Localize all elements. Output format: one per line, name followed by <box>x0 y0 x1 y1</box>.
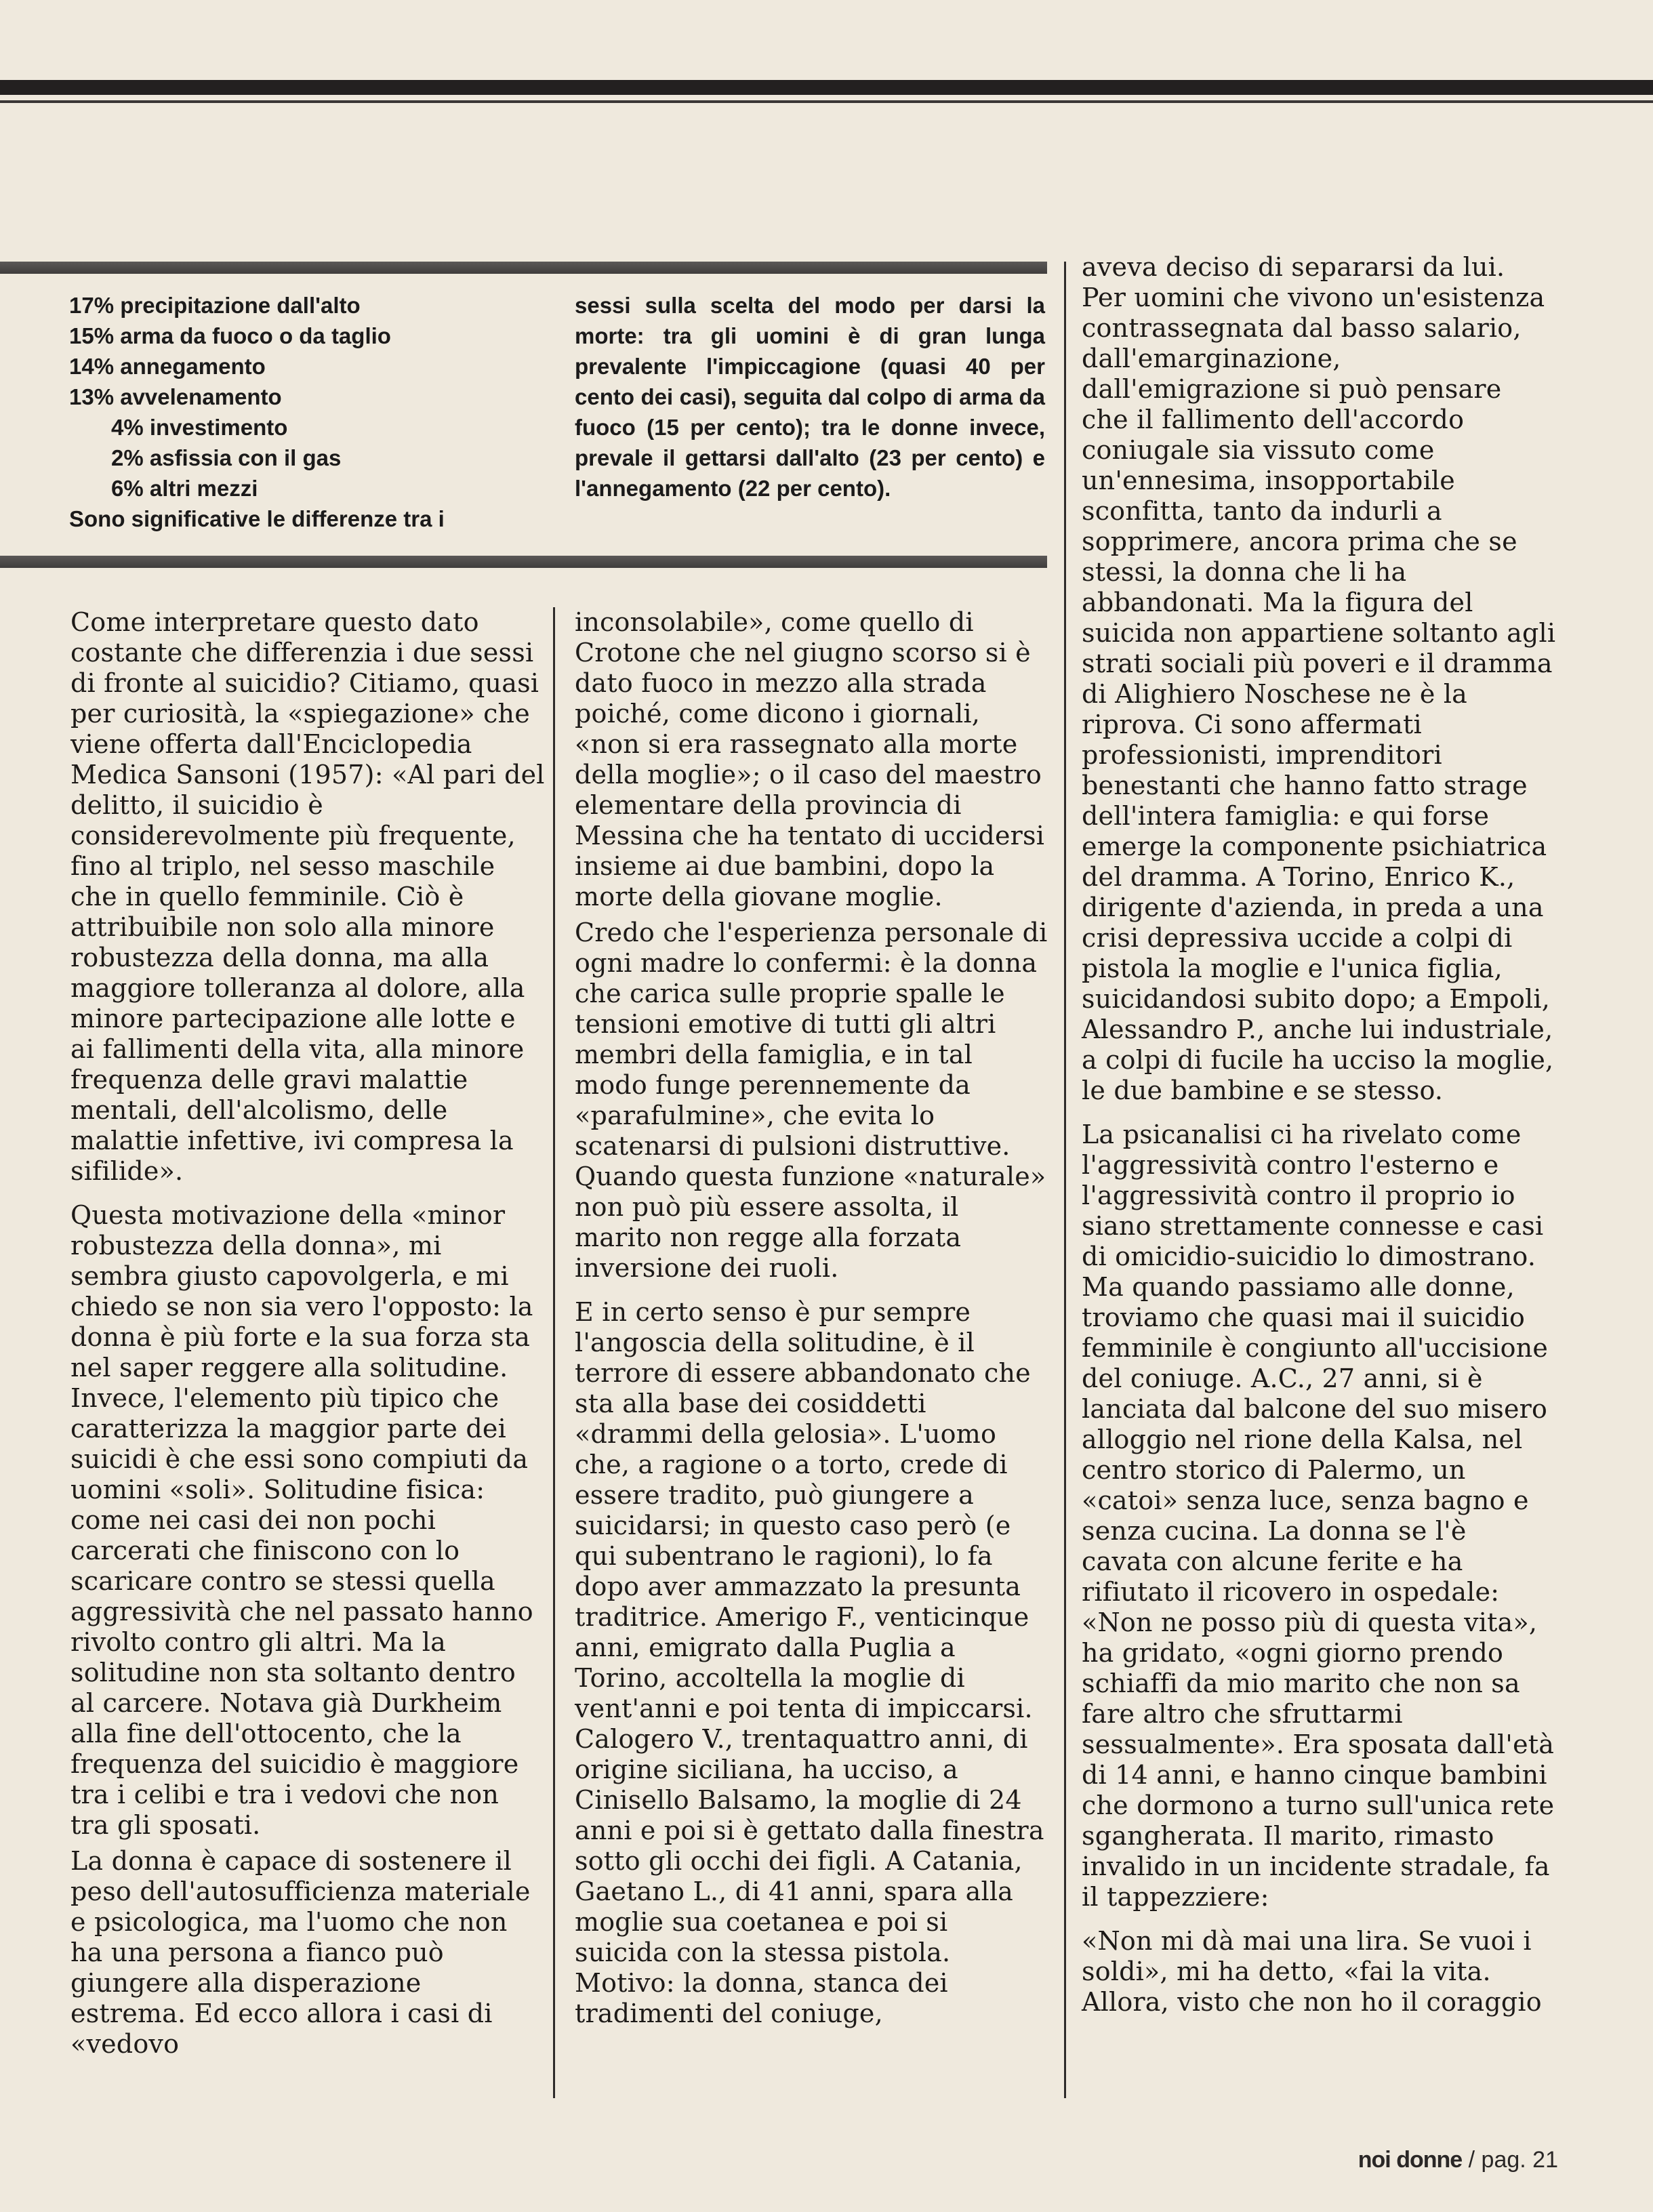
paragraph: La donna è capace di sostenere il peso dell'autosufficienza materiale e psicologica, ma l'uomo che non ha una persona a fianco può giungere alla disperazione estrema. Ed ecco allora i casi di «vedovo <box>70 1846 531 2059</box>
stats-paragraph: sessi sulla scelta del modo per darsi la morte: tra gli uomini è di gran lunga prevalente l'impiccagione (quasi 40 per cento dei casi), seguita dal colpo di arma da fuoco (15 per cento); tra le donne invece, prevale il gettarsi dall'alto (23 per cento) e l'annegamento (22 per cento). <box>575 293 1045 501</box>
paragraph: Questa motivazione della «minor robustezza della donna», mi sembra giusto capovolgerla, e mi chiedo se non sia vero l'opposto: la donna è più forte e la sua forza sta nel saper reggere alla solitudine. Invece, l'elemento più tipico che caratterizza la maggior parte dei suicidi è che essi sono compiuti da uomini «soli». Solitudine fisica: come nei casi dei non pochi carcerati che finiscono con lo scaricare contro se stessi quella aggressività che nel passato hanno rivolto contro gli altri. Ma la solitudine non sta soltanto dentro al carcere. Notava già Durkheim alla fine dell'ottocento, che la frequenza del suicidio è maggiore tra i celibi e tra i vedovi che non tra gli sposati. <box>70 1200 533 1840</box>
paragraph: aveva deciso di separarsi da lui. Per uomini che vivono un'esistenza contrassegnata dal basso salario, dall'emarginazione, dall'emigrazione si può pensare che il fallimento dell'accordo coniugale sia vissuto come un'ennesima, insopportabile sconfitta, tanto da indurli a sopprimere, ancora prima che se stessi, la donna che li ha abbandonati. Ma la figura del suicida non appartiene soltanto agli strati sociali più poveri e il dramma di Alighiero Noschese ne è la riprova. Ci sono affermati professionisti, imprenditori benestanti che hanno fatto strage dell'intera famiglia: e qui forse emerge la componente psichiatrica del dramma. A Torino, Enrico K., dirigente d'azienda, in preda a una crisi depressiva uccide a colpi di pistola la moglie e l'unica figlia, suicidandosi subito dopo; a Empoli, Alessandro P., anche lui industriale, a colpi di fucile ha ucciso la moglie, le due bambine e se stesso. <box>1082 252 1556 1105</box>
article-column-3 <box>1082 252 1556 2018</box>
stats-box-top-rule <box>0 262 1047 274</box>
paragraph: E in certo senso è pur sempre l'angoscia della solitudine, è il terrore di essere abbandonato che sta alla base dei cosiddetti «drammi della gelosia». L'uomo che, a ragione o a torto, crede di essere tradito, può giungere a suicidarsi; in questo caso però (e qui subentrano le ragioni), lo fa dopo aver ammazzato la presunta traditrice. Amerigo F., venticinque anni, emigrato dalla Puglia a Torino, accoltella la moglie di vent'anni e poi tenta di impiccarsi. Calogero V., trentaquattro anni, di origine siciliana, ha ucciso, a Cinisello Balsamo, la moglie di 24 anni e poi si è gettato dalla finestra sotto gli occhi dei figli. A Catania, Gaetano L., di 41 anni, spara alla moglie sua coetanea e poi si suicida con la stessa pistola. Motivo: la donna, stanca dei tradimenti del coniuge, <box>575 1297 1044 2028</box>
magazine-name: noi donne <box>1358 2147 1463 2173</box>
page-footer <box>1358 2147 1558 2173</box>
stat-line: 2% asfissia con il gas <box>111 445 342 470</box>
stat-line: 15% arma da fuoco o da taglio <box>69 323 391 348</box>
stat-line: 17% precipitazione dall'alto <box>69 293 361 318</box>
stat-line: 4% investimento <box>111 415 288 440</box>
stat-line: Sono significative le differenze tra i <box>69 506 445 531</box>
article-column-1 <box>70 607 545 2060</box>
stat-line: 14% annegamento <box>69 354 266 379</box>
paragraph: «Non mi dà mai una lira. Se vuoi i soldi», mi ha detto, «fai la vita. Allora, visto che non ho il coraggio <box>1082 1926 1542 2017</box>
stats-box-bottom-rule <box>0 556 1047 568</box>
page-number: pag. 21 <box>1481 2147 1558 2173</box>
paragraph: Come interpretare questo dato costante che differenzia i due sessi di fronte al suicidio? Citiamo, quasi per curiosità, la «spiegazione» che viene offerta dall'Enciclopedia Medica Sansoni (1957): «Al pari del delitto, il suicidio è considerevolmente più frequente, fino al triplo, nel sesso maschile che in quello femminile. Ciò è attribuibile non solo alla minore robustezza della donna, ma alla maggiore tolleranza al dolore, alla minore partecipazione alle lotte e ai fallimenti della vita, alla minore frequenza delle gravi malattie mentali, dell'alcolismo, delle malattie infettive, ivi compresa la sifilide». <box>70 607 545 1186</box>
paragraph: inconsolabile», come quello di Crotone che nel giugno scorso si è dato fuoco in mezzo alla strada poiché, come dicono i giornali, «non si era rassegnato alla morte della moglie»; o il caso del maestro elementare della provincia di Messina che ha tentato di uccidersi insieme ai due bambini, dopo la morte della giovane moglie. <box>575 607 1045 912</box>
column-divider <box>1064 262 1066 2098</box>
article-column-2 <box>575 607 1049 2029</box>
stat-line: 6% altri mezzi <box>111 476 258 501</box>
stat-line: 13% avvelenamento <box>69 384 282 409</box>
top-rule <box>0 80 1653 95</box>
top-rule-thin <box>0 100 1653 103</box>
paragraph: Credo che l'esperienza personale di ogni madre lo confermi: è la donna che carica sulle proprie spalle le tensioni emotive di tutti gli altri membri della famiglia, e in tal modo funge perennemente da «parafulmine», che evita lo scatenarsi di pulsioni distruttive. Quando questa funzione «naturale» non può più essere assolta, il marito non regge alla forzata inversione dei ruoli. <box>575 918 1048 1283</box>
column-divider <box>553 607 555 2098</box>
paragraph: La psicanalisi ci ha rivelato come l'aggressività contro l'esterno e l'aggressività contro il proprio io siano strettamente connesse e casi di omicidio-suicidio lo dimostrano. Ma quando passiamo alle donne, troviamo che quasi mai il suicidio femminile è congiunto all'uccisione del coniuge. A.C., 27 anni, si è lanciata dal balcone del suo misero alloggio nel rione della Kalsa, nel centro storico di Palermo, un «catoi» senza luce, senza bagno e senza cucina. La donna se l'è cavata con alcune ferite e ha rifiutato il ricovero in ospedale: «Non ne posso più di questa vita», ha gridato, «ogni giorno prendo schiaffi da mio marito che non sa fare altro che sfruttarmi sessualmente». Era sposata dall'età di 14 anni, e hanno cinque bambini che dormono a turno sull'unica rete sgangherata. Il marito, rimasto invalido in un incidente stradale, fa il tappezziere: <box>1082 1120 1555 1912</box>
stats-box-left <box>69 290 522 534</box>
stats-box-right <box>575 290 1045 504</box>
footer-separator: / <box>1468 2147 1475 2173</box>
